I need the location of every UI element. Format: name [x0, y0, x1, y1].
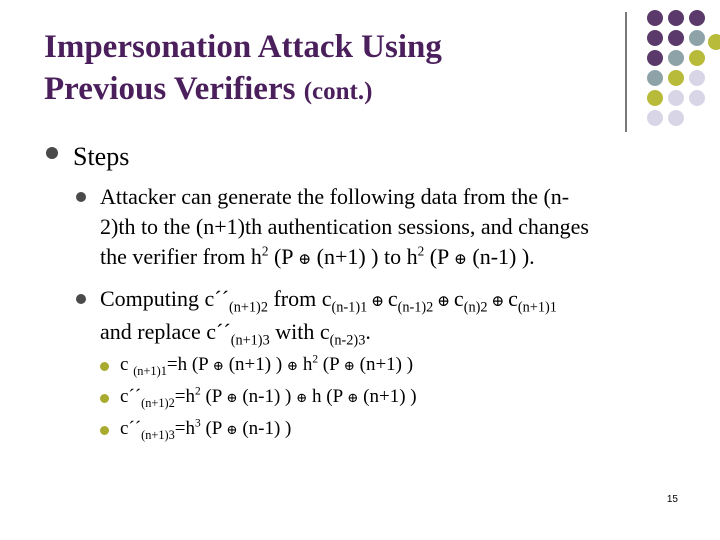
text-run: (n-1) ): [237, 418, 292, 439]
dot-purple: [689, 10, 705, 26]
subscript: (n+1)3: [141, 427, 175, 442]
xor-operator: ⊕: [298, 251, 312, 268]
text-run: from c: [267, 286, 332, 311]
attacker-line-3: [100, 242, 700, 275]
bullet-computing: [100, 284, 700, 347]
text-run: (P: [318, 354, 344, 375]
xor-operator: ⊕: [433, 293, 454, 310]
decorative-divider-line: [625, 12, 627, 132]
subscript: (n-1)2: [397, 299, 434, 316]
text-run: h (P: [307, 386, 348, 407]
text-run: with c: [269, 319, 330, 344]
subscript: (n+1)2: [228, 299, 268, 316]
text-run: c: [508, 286, 518, 311]
xor-operator: ⊕: [487, 293, 509, 310]
subscript: (n+1)1: [517, 299, 557, 316]
text-run: h: [298, 354, 313, 375]
xor-operator: ⊕: [212, 358, 224, 373]
xor-operator: ⊕: [296, 390, 308, 405]
superscript: 2: [261, 243, 269, 259]
text-run: c: [387, 286, 398, 311]
dot-purple: [668, 10, 684, 26]
text-run: =h: [174, 418, 196, 439]
dot-purple: [668, 30, 684, 46]
dot-purple: [647, 30, 663, 46]
xor-operator: ⊕: [286, 358, 299, 373]
text-run: (n-1) ): [237, 386, 297, 407]
bullet-level-1: [46, 147, 58, 159]
bullet-level-3: [100, 362, 109, 371]
dot-light: [668, 90, 684, 106]
text-run: =h (P: [166, 354, 213, 375]
dot-light: [647, 110, 663, 126]
title-line-1: Impersonation Attack Using: [44, 29, 442, 65]
text-run: c: [120, 354, 134, 375]
text-run: (n+1) ) to h: [311, 244, 418, 269]
dot-gray: [689, 30, 705, 46]
xor-operator: ⊕: [226, 422, 238, 437]
superscript: 3: [195, 417, 201, 430]
text-run: c´´: [120, 418, 142, 439]
text-run: (P: [200, 418, 227, 439]
subscript: (n)2: [463, 299, 488, 316]
dot-light: [689, 90, 705, 106]
text-run: (n-1) ).: [466, 244, 535, 269]
subscript: (n-1)1: [331, 299, 368, 316]
bullet-steps: Steps: [73, 142, 130, 171]
attacker-line-1: Attacker can generate the following data from the (n-: [100, 184, 570, 209]
bullet-level-3: [100, 426, 109, 435]
subscript: (n+1)1: [133, 363, 167, 378]
xor-operator: ⊕: [343, 358, 355, 373]
text-run: =h: [174, 386, 196, 407]
text-run: (n+1) ): [354, 354, 414, 375]
dot-olive: [668, 70, 684, 86]
page-number: 15: [666, 494, 678, 505]
text-run: the verifier from h: [100, 244, 262, 269]
superscript: 2: [417, 243, 425, 259]
sub-bullet-2: [120, 384, 417, 411]
dot-light: [689, 70, 705, 86]
dot-gray: [647, 70, 663, 86]
computing-line-1: [100, 284, 700, 317]
text-run: (n+1) ): [223, 354, 287, 375]
bullet-level-2: [76, 294, 86, 304]
sub-bullet-3: [120, 416, 291, 443]
title-line-2-main: Previous Verifiers: [44, 71, 296, 107]
attacker-line-2: 2)th to the (n+1)th authentication sessions, and changes: [100, 214, 589, 239]
title-line-2: [44, 68, 604, 113]
dot-purple: [647, 10, 663, 26]
text-run: c: [453, 286, 464, 311]
subscript: (n+1)2: [141, 395, 175, 410]
bullet-level-2: [76, 192, 86, 202]
subscript: (n+1)3: [230, 332, 270, 349]
xor-operator: ⊕: [347, 390, 359, 405]
text-run: and replace c´´: [100, 319, 231, 344]
dot-olive: [647, 90, 663, 106]
xor-operator: ⊕: [367, 293, 388, 310]
dot-gray: [668, 50, 684, 66]
superscript: 2: [312, 353, 319, 366]
text-run: (P: [268, 244, 299, 269]
slide-title: [44, 26, 604, 113]
dot-olive: [708, 34, 720, 50]
sub-bullet-1: [120, 352, 413, 379]
dot-light: [668, 110, 684, 126]
text-run: .: [365, 319, 371, 344]
title-suffix: (cont.): [303, 78, 373, 105]
dot-olive: [689, 50, 705, 66]
superscript: 2: [195, 385, 201, 398]
bullet-level-3: [100, 394, 109, 403]
xor-operator: ⊕: [226, 390, 238, 405]
text-run: Computing c´´: [100, 286, 229, 311]
xor-operator: ⊕: [453, 251, 467, 268]
bullet-attacker: [100, 182, 700, 275]
text-run: c´´: [120, 386, 142, 407]
dot-purple: [647, 50, 663, 66]
text-run: (P: [200, 386, 227, 407]
subscript: (n-2)3: [329, 332, 366, 349]
text-run: (P: [424, 244, 454, 269]
text-run: (n+1) ): [358, 386, 417, 407]
computing-line-2: [100, 317, 700, 347]
